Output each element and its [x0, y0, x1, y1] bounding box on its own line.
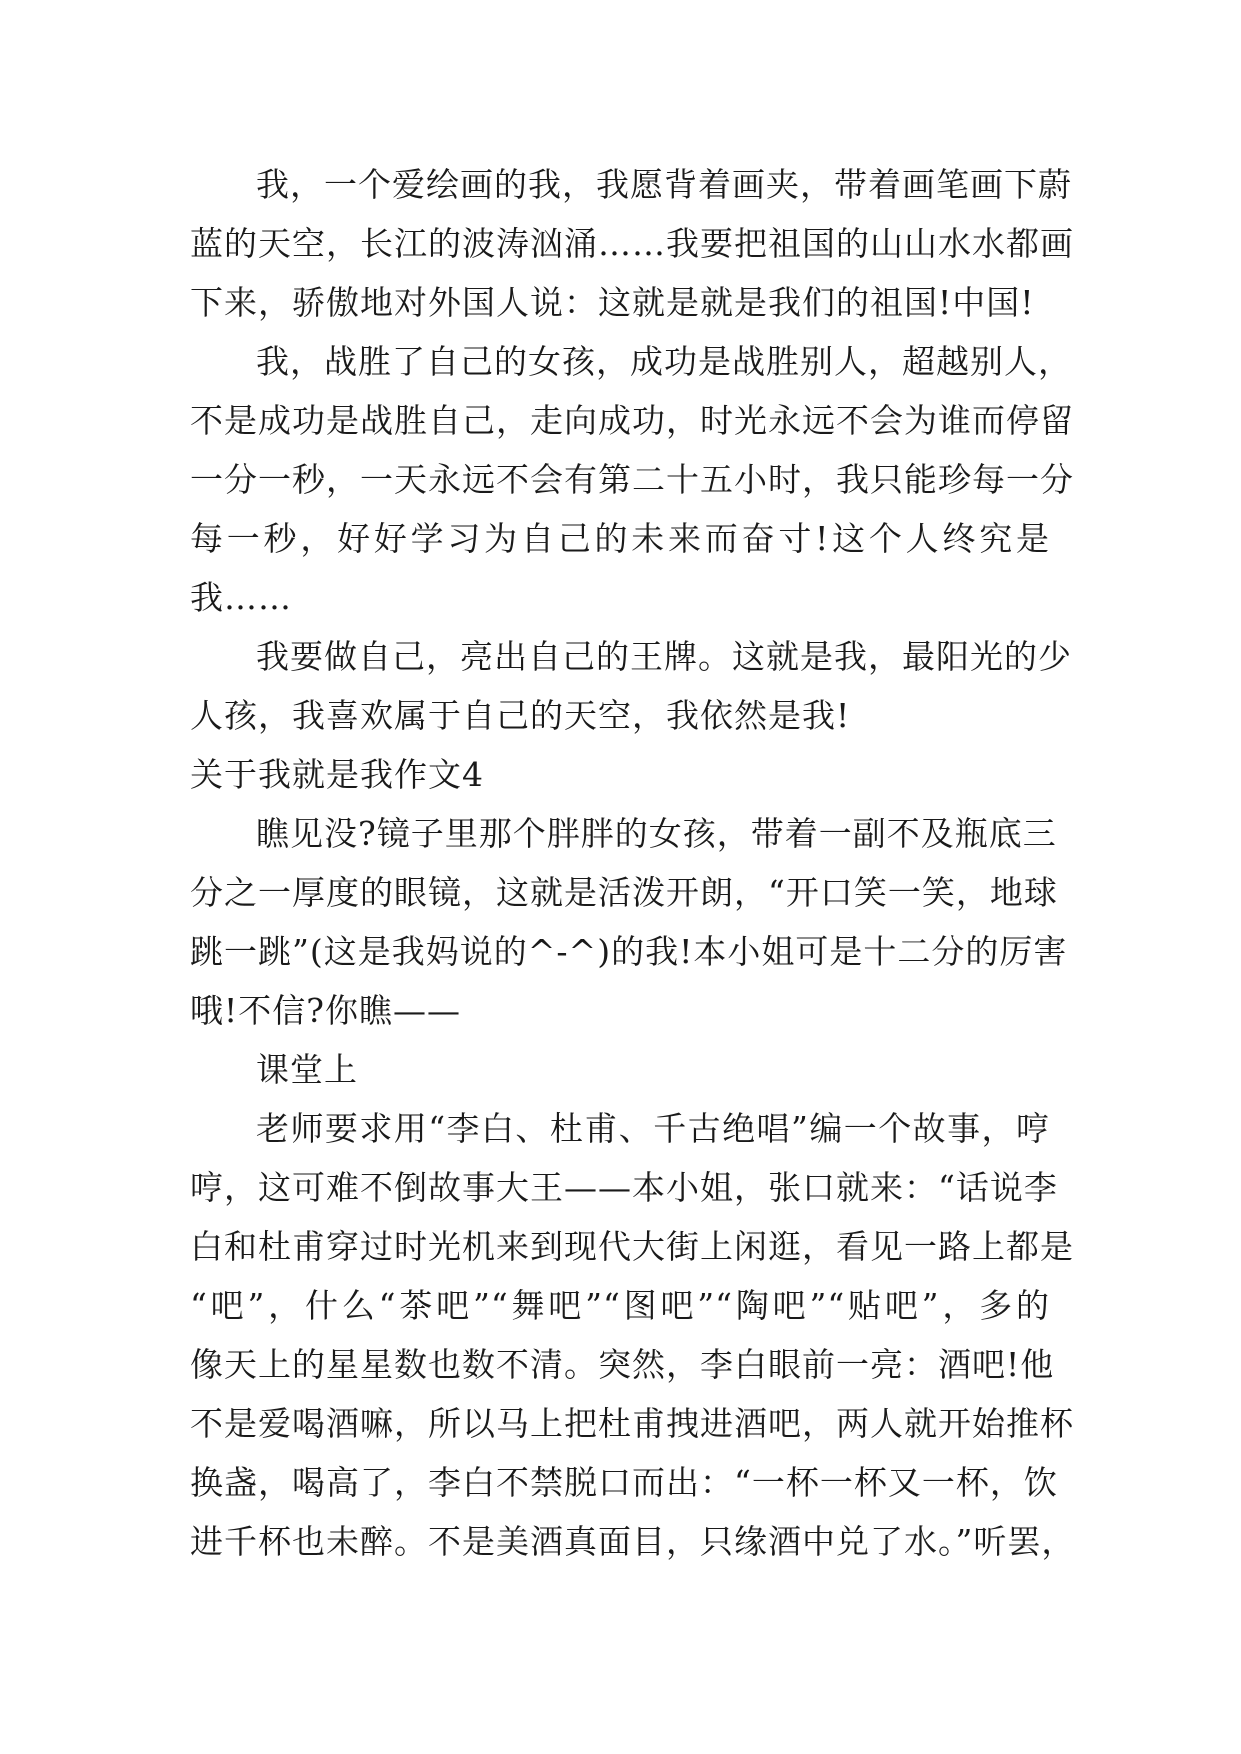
text-line: 白和杜甫穿过时光机来到现代大街上闲逛，看见一路上都是 — [190, 1227, 1074, 1266]
text-line: 瞧见没?镜子里那个胖胖的女孩，带着一副不及瓶底三 — [256, 814, 1057, 853]
paragraph — [190, 1040, 1050, 1099]
paragraph — [190, 1099, 1076, 1571]
section-heading — [190, 745, 1050, 804]
text-line: 我，战胜了自己的女孩，成功是战胜别人，超越别人， — [256, 342, 1072, 381]
text-line: 哦!不信?你瞧—— — [190, 991, 461, 1030]
text-line: 课堂上 — [256, 1050, 358, 1089]
paragraph — [190, 804, 1068, 1040]
text-line: 每一秒，好好学习为自己的未来而奋寸!这个人终究是 — [190, 519, 1050, 558]
paragraph — [190, 627, 1072, 745]
text-line: 分之一厚度的眼镜，这就是活泼开朗，“开口笑一笑，地球 — [190, 873, 1058, 912]
text-line: 不是爱喝酒嘛，所以马上把杜甫拽进酒吧，两人就开始推杯 — [190, 1404, 1074, 1443]
text-line: 哼，这可难不倒故事大王——本小姐，张口就来：“话说李 — [190, 1168, 1058, 1207]
text-line: 蓝的天空，长江的波涛汹涌……我要把祖国的山山水水都画 — [190, 224, 1074, 263]
text-line: 我，一个爱绘画的我，我愿背着画夹，带着画笔画下蔚 — [256, 165, 1072, 204]
document-page — [190, 155, 1076, 1571]
text-line: 人孩，我喜欢属于自己的天空，我依然是我! — [190, 696, 851, 735]
text-line: 我…… — [190, 578, 292, 617]
text-line: 不是成功是战胜自己，走向成功，时光永远不会为谁而停留 — [190, 401, 1074, 440]
paragraph — [190, 155, 1074, 332]
text-line: 像天上的星星数也数不清。突然，李白眼前一亮：酒吧!他 — [190, 1345, 1055, 1384]
paragraph — [190, 332, 1074, 627]
text-line: 我要做自己，亮出自己的王牌。这就是我，最阳光的少 — [256, 637, 1072, 676]
heading-text: 关于我就是我作文4 — [190, 755, 484, 794]
text-line: 老师要求用“李白、杜甫、千古绝唱”编一个故事，哼 — [256, 1109, 1050, 1148]
text-line: 跳一跳”(这是我妈说的^-^)的我!本小姐可是十二分的厉害 — [190, 932, 1068, 971]
text-line: 一分一秒，一天永远不会有第二十五小时，我只能珍每一分 — [190, 460, 1074, 499]
text-line: 换盏，喝高了，李白不禁脱口而出：“一杯一杯又一杯，饮 — [190, 1463, 1058, 1502]
text-line: 下来，骄傲地对外国人说：这就是就是我们的祖国!中国! — [190, 283, 1035, 322]
text-line: 进千杯也未醉。不是美酒真面目，只缘酒中兑了水。”听罢， — [190, 1522, 1076, 1561]
text-line: “吧”，什么“茶吧”“舞吧”“图吧”“陶吧”“贴吧”，多的 — [190, 1286, 1050, 1325]
